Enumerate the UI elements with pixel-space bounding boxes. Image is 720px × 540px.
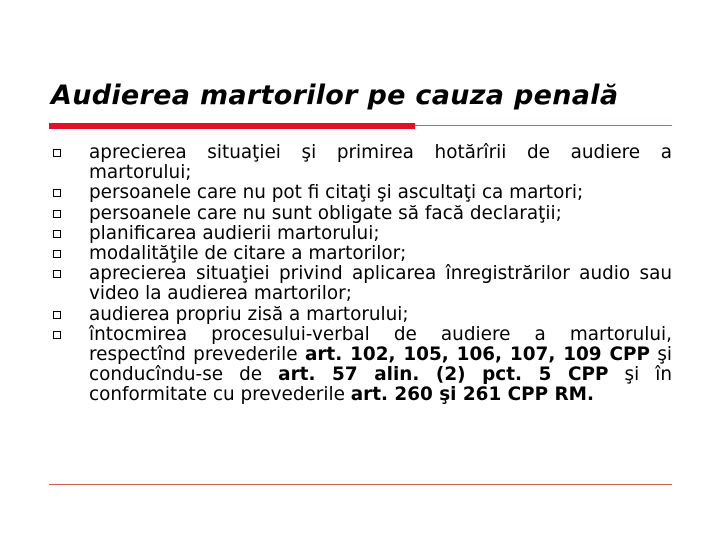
- legal-reference: art. 102, 105, 106, 107, 109 CPP: [304, 344, 650, 366]
- footer-divider-line: [49, 484, 672, 485]
- list-item-text: persoanele care nu sunt obligate să facă declaraţii;: [89, 202, 562, 224]
- list-item: [52, 183, 672, 203]
- hollow-square-bullet-icon: [53, 189, 61, 197]
- list-item: [52, 305, 672, 325]
- hollow-square-bullet-icon: [53, 230, 61, 238]
- text-run: întocmirea procesului-verbal de audiere a martorului, respectînd prevederile: [89, 323, 672, 366]
- hollow-square-bullet-icon: [53, 311, 61, 319]
- list-item-text: persoanele care nu pot fi citaţi şi ascultaţi ca martori;: [89, 182, 584, 204]
- hollow-square-bullet-icon: [53, 331, 61, 339]
- text-run: şi conducîndu-se de: [89, 344, 673, 386]
- hollow-square-bullet-icon: [53, 210, 61, 218]
- list-item: [52, 264, 672, 304]
- list-item: [52, 244, 672, 264]
- list-item: [52, 204, 672, 224]
- title-accent-bar: [49, 123, 415, 129]
- list-item: [52, 325, 672, 406]
- list-item-text: [89, 325, 672, 406]
- legal-reference: art. 57 alin. (2) pct. 5 CPP: [278, 364, 609, 386]
- hollow-square-bullet-icon: [53, 250, 61, 258]
- slide-title: Audierea martorilor pe cauza penală: [51, 80, 619, 111]
- bullet-list: [52, 143, 672, 406]
- list-item-text: aprecierea situaţiei privind aplicarea înregistrărilor audio sau video la audierea martorilor;: [89, 263, 672, 305]
- list-item-text: planificarea audierii martorului;: [89, 222, 380, 244]
- list-item: [52, 143, 672, 183]
- list-item-text: aprecierea situaţiei şi primirea hotărîrii de audiere a martorului;: [89, 142, 672, 184]
- legal-reference: art. 260 şi 261 CPP RM.: [350, 384, 594, 406]
- list-item: [52, 224, 672, 244]
- hollow-square-bullet-icon: [53, 149, 61, 157]
- list-item-text: modalităţile de citare a martorilor;: [89, 243, 407, 265]
- text-run: şi în conformitate cu prevederile: [89, 364, 672, 406]
- list-item-text: audierea propriu zisă a martorului;: [89, 303, 409, 325]
- hollow-square-bullet-icon: [53, 270, 61, 278]
